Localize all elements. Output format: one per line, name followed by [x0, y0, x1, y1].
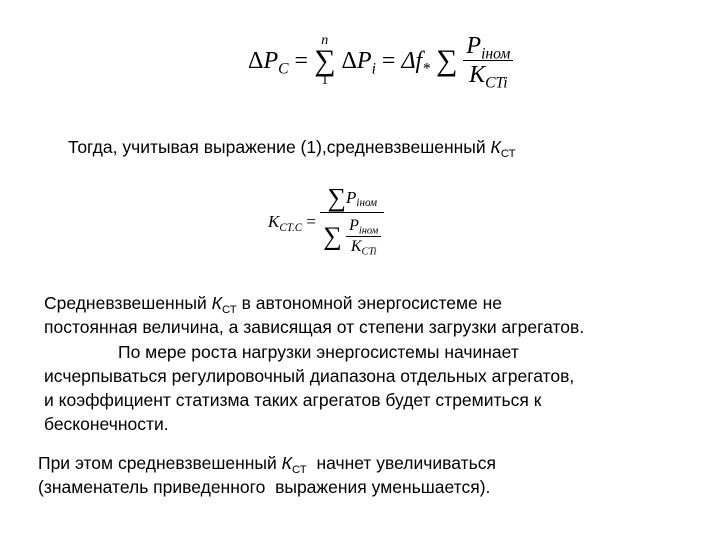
p-symbol: P: [356, 47, 372, 74]
fraction-numerator: [463, 32, 513, 61]
paragraph-1-line-3: По мере роста нагрузки энергосистемы начинает: [118, 342, 519, 362]
sum-sign: ∑: [436, 43, 458, 77]
df-subscript: *: [422, 59, 431, 77]
sum-lower-limit: 1: [321, 72, 329, 88]
k-subscript: СТ: [291, 463, 307, 476]
k-subscript: CT.C: [279, 221, 303, 234]
paragraph-1-line-1: [44, 291, 502, 315]
k-symbol: K: [268, 211, 280, 231]
p-subscript: iном: [358, 225, 379, 237]
p-subscript: i: [371, 59, 376, 77]
sum-upper-limit: n: [321, 32, 329, 48]
k-symbol: K: [469, 62, 486, 88]
paragraph-text: в автономной энергосистеме не: [236, 293, 503, 313]
k-subscript: СТ: [221, 303, 237, 316]
inner-fraction: [346, 216, 381, 257]
p-subscript: iном: [356, 196, 378, 209]
fraction-denominator: [463, 61, 513, 92]
df-symbol: Δf: [401, 47, 423, 74]
formula-2: [268, 183, 384, 258]
paragraph-text: При этом средневзвешенный: [38, 453, 282, 473]
p-symbol: P: [349, 217, 359, 235]
p-symbol: P: [346, 188, 357, 208]
p-symbol: P: [263, 47, 279, 74]
fraction: [320, 183, 384, 258]
k-symbol: К: [281, 453, 292, 473]
paragraph-text: начнет увеличиваться: [306, 453, 496, 473]
equals-sign: =: [294, 47, 309, 74]
k-symbol: К: [490, 137, 501, 157]
fraction-denominator: [320, 213, 384, 257]
paragraph-1-line-5: и коэффициент статизма таких агрегатов будет стремиться к: [44, 390, 542, 410]
sum-operator: [314, 34, 335, 88]
formula-1: [248, 32, 513, 92]
paragraph-text: Средневзвешенный: [44, 293, 212, 313]
fraction: [463, 32, 513, 92]
p-symbol: P: [466, 33, 482, 59]
k-subscript: CTi: [361, 246, 377, 258]
p-subscript: C: [278, 59, 289, 77]
intro-line: [68, 135, 516, 159]
k-symbol: К: [211, 293, 222, 313]
sum-sign: ∑: [327, 183, 347, 213]
inner-numerator: [346, 216, 381, 237]
inner-denominator: [346, 237, 381, 257]
delta-symbol: Δ: [341, 47, 357, 74]
paragraph-1-line-6: бесконечности.: [44, 414, 169, 434]
delta-symbol: Δ: [248, 47, 264, 74]
paragraph-2-line-2: (знаменатель приведенного выражения уменьшается).: [38, 477, 491, 497]
intro-text: Тогда, учитывая выражение (1),средневзвешенный: [68, 137, 491, 157]
k-symbol: K: [350, 238, 362, 256]
paragraph-2-line-1: [38, 451, 496, 475]
paragraph-1-line-2: постоянная величина, а зависящая от степени загрузки агрегатов.: [44, 317, 585, 337]
sum-sign: ∑: [314, 43, 336, 77]
equals-sign: =: [381, 47, 396, 74]
k-subscript: СТ: [500, 147, 516, 160]
p-subscript: iном: [481, 45, 511, 63]
paragraph-1-line-4: исчерпываться регулировочный диапазона отдельных агрегатов,: [44, 366, 575, 386]
sum-sign: ∑: [323, 221, 342, 251]
fraction-numerator: [320, 183, 384, 213]
equals-sign: =: [306, 211, 317, 231]
k-subscript: CTi: [485, 74, 508, 92]
